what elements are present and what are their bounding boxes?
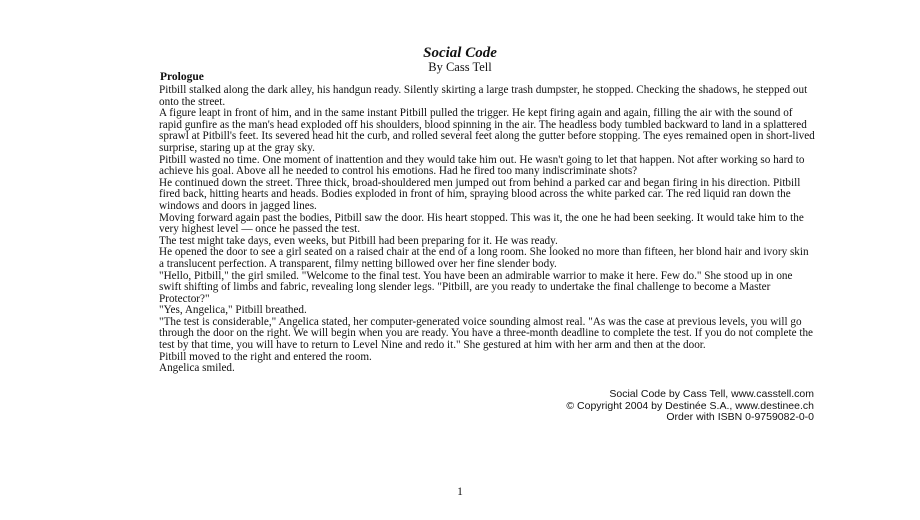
footer-isbn-line: Order with ISBN 0-9759082-0-0 [666, 411, 814, 423]
footer-website-line: Social Code by Cass Tell, www.casstell.com [609, 388, 814, 400]
story-paragraph: He opened the door to see a girl seated on a raised chair at the end of a long room. She looked no more than fifteen, her blond hair and ivory skin a translucent perfection. A transparent, filmy netting billowed over her fine slender body. [159, 246, 809, 270]
story-paragraph: Pitbill moved to the right and entered the room. [159, 350, 372, 363]
story-paragraph: "Hello, Pitbill," the girl smiled. "Welcome to the final test. You have been an admirable warrior to make it here. Few do." She stood up in one swift shifting of limbs and fabric, revealing long slender legs. "Pitbill, are you ready to undertake the final challenge to become a Master Protector?" [159, 269, 793, 305]
story-paragraph: "The test is considerable," Angelica stated, her computer-generated voice sounding almost real. "As was the case at previous levels, you will go through the door on the right. We will begin when you are ready. You have a three-month deadline to complete the test. If you do not complete the test by that time, you will have to return to Level Nine and redo it." She gestured at him with her arm and then at the door. [159, 315, 814, 352]
document-title: Social Code [423, 45, 497, 61]
story-paragraph: He continued down the street. Three thick, broad-shouldered men jumped out from behind a parked car and began firing in his direction. Pitbill fired back, hitting hearts and heads. Bodies exploded in front of him, spraying blood across the white parked car. The red liquid ran down the windows and doors in jagged lines. [159, 176, 801, 212]
author-line: By Cass Tell [428, 60, 492, 74]
story-paragraph: Angelica smiled. [159, 362, 235, 375]
story-text [159, 85, 815, 375]
section-heading: Prologue [160, 71, 204, 83]
copyright-footer [394, 389, 814, 424]
story-paragraph: "Yes, Angelica," Pitbill breathed. [159, 304, 307, 317]
story-paragraph: A figure leapt in front of him, and in the same instant Pitbill pulled the trigger. He kept firing again and again, filling the air with the sound of rapid gunfire as the man's head exploded off his shoulders, blood spinning in the air. The headless body tumbled backward to land in a splattered sprawl at Pitbill's feet. Its severed head hit the curb, and rolled several feet along the gutter before stopping. The eyes remained open in short-lived surprise, staring up at the gray sky. [159, 107, 815, 154]
footer-copyright-line: © Copyright 2004 by Destinée S.A., www.destinee.ch [566, 399, 814, 412]
page-number: 1 [457, 486, 463, 498]
story-paragraph: Pitbill wasted no time. One moment of inattention and they would take him out. He wasn't going to let that happen. Not after working so hard to achieve his goal. Above all he needed to control his emotions. Had he fired too many indiscriminate shots? [159, 153, 805, 178]
story-paragraph: Moving forward again past the bodies, Pitbill saw the door. His heart stopped. This was it, the one he had been seeking. It would take him to the very highest level — once he passed the test. [159, 211, 804, 236]
story-paragraph: Pitbill stalked along the dark alley, his handgun ready. Silently skirting a large trash dumpster, he stopped. Checking the shadows, he stepped out onto the street. [159, 84, 808, 108]
story-paragraph: The test might take days, even weeks, but Pitbill had been preparing for it. He was ready. [159, 234, 558, 247]
